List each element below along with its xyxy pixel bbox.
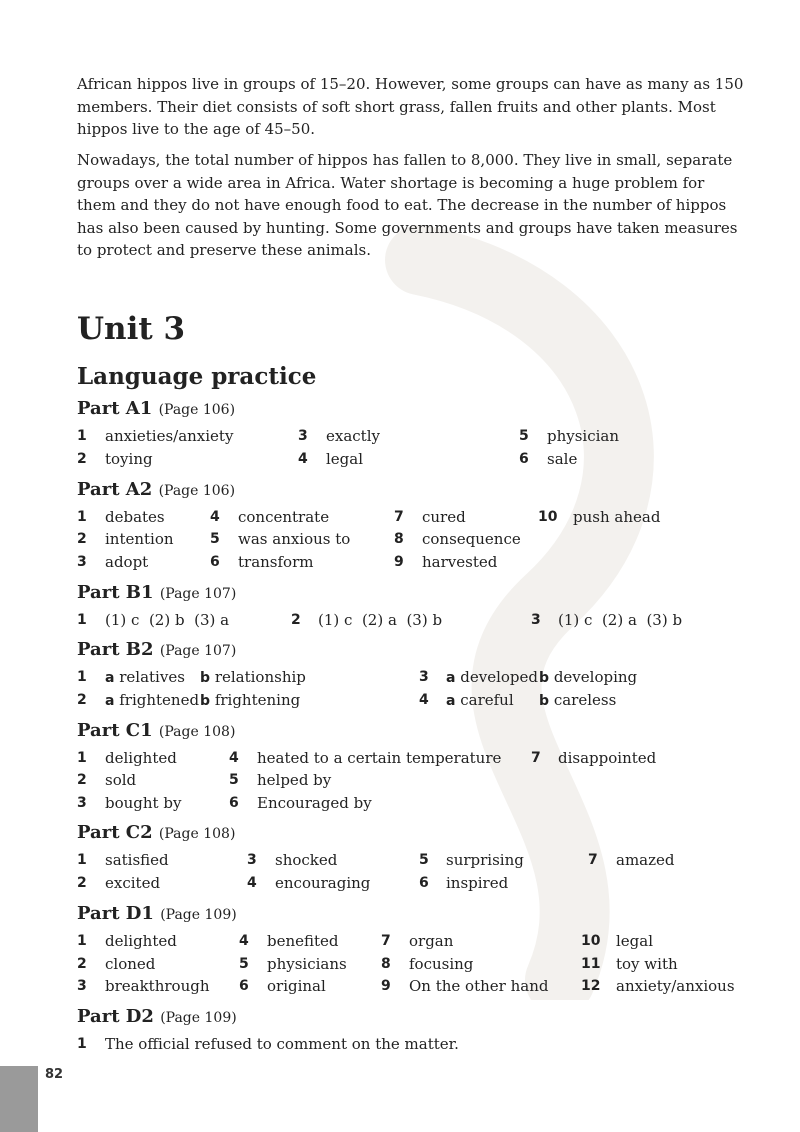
part-title: Part D1 (77, 903, 154, 924)
option-label-b: b (200, 670, 211, 686)
answer-text: amazed (616, 851, 675, 869)
answer-number: 10 (581, 933, 601, 949)
answer-text: focusing (409, 955, 474, 973)
answer-number: 2 (77, 451, 87, 467)
answer-text (105, 690, 199, 711)
answer-number: 2 (77, 875, 87, 891)
answer-text: harvested (422, 553, 498, 571)
part-title: Part B1 (77, 582, 154, 603)
part-a2-heading (77, 478, 235, 503)
answer-text: benefited (267, 932, 339, 950)
option-label-b: b (539, 693, 550, 709)
option-label-a: a (105, 693, 115, 709)
answer-number: 3 (419, 669, 429, 685)
answer-text: helped by (257, 771, 332, 789)
answer-number: 4 (298, 451, 308, 467)
part-b1-heading (77, 581, 236, 606)
answer-text: push ahead (573, 508, 661, 526)
answer-number: 8 (394, 531, 404, 547)
answer-text: sale (547, 450, 578, 468)
option-label-a: a (105, 670, 115, 686)
answer-number: 4 (247, 875, 257, 891)
part-d2-heading (77, 1005, 237, 1030)
page-reference: (Page 108) (158, 724, 236, 740)
answer-number: 1 (77, 852, 87, 868)
answer-text: anxiety/anxious (616, 977, 735, 995)
answer-text: delighted (105, 749, 177, 767)
answer-number: 3 (531, 612, 541, 628)
answer-number: 3 (247, 852, 257, 868)
part-a1-heading (77, 397, 235, 422)
answer-number: 4 (419, 692, 429, 708)
answer-text (539, 690, 616, 711)
answer-number: 4 (239, 933, 249, 949)
answer-number: 3 (77, 795, 87, 811)
option-label-a: a (446, 693, 456, 709)
page-reference: (Page 109) (160, 1010, 237, 1026)
answer-text (105, 667, 185, 688)
page-reference: (Page 106) (158, 402, 236, 418)
answer-number: 7 (531, 750, 541, 766)
answer-text: surprising (446, 851, 524, 869)
page-reference: (Page 108) (158, 826, 236, 842)
answer-text: adopt (105, 553, 149, 571)
answer-text: cloned (105, 955, 156, 973)
answer-number: 5 (210, 531, 220, 547)
answer-text: original (267, 977, 326, 995)
answer-number: 4 (210, 509, 220, 525)
answer-number: 10 (538, 509, 558, 525)
answer-number: 6 (239, 978, 249, 994)
answer-text: Encouraged by (257, 794, 372, 812)
answer-text: heated to a certain temperature (257, 749, 502, 767)
page-reference: (Page 107) (159, 586, 237, 602)
option-b-text: careless (553, 691, 617, 709)
answer-number: 2 (77, 692, 87, 708)
answer-number: 4 (229, 750, 239, 766)
page-reference: (Page 106) (158, 483, 236, 499)
answer-number: 5 (239, 956, 249, 972)
answer-number: 1 (77, 428, 87, 444)
answer-text: toying (105, 450, 153, 468)
answer-number: 6 (419, 875, 429, 891)
answer-text: sold (105, 771, 137, 789)
answer-text: physician (547, 427, 620, 445)
answer-number: 3 (77, 978, 87, 994)
answer-number: 8 (381, 956, 391, 972)
option-a-text: developed (460, 668, 538, 686)
answer-number: 1 (77, 1036, 87, 1052)
page-reference: (Page 107) (159, 643, 237, 659)
option-b-text: relationship (214, 668, 306, 686)
answer-number: 6 (210, 554, 220, 570)
intro-paragraph-2: Nowadays, the total number of hippos has fallen to 8,000. They live in small, separate groups over a wide area in Africa. Water shortage is becoming a huge problem for them and they do not have enough food to eat. The decrease in the number of hippos has also been caused by hunting. Some governments and groups have taken measures to protect and preserve these animals. (77, 151, 738, 259)
answer-text: On the other hand (409, 977, 549, 995)
answer-number: 7 (394, 509, 404, 525)
part-title: Part D2 (77, 1006, 154, 1027)
answer-number: 6 (519, 451, 529, 467)
answer-text: transform (238, 553, 314, 571)
answer-number: 3 (77, 554, 87, 570)
part-title: Part A1 (77, 398, 153, 419)
option-a-text: frightened (119, 691, 200, 709)
answer-number: 1 (77, 612, 87, 628)
answer-number: 1 (77, 750, 87, 766)
option-a-text: relatives (119, 668, 185, 686)
answer-text: (1) c (2) a (3) b (558, 611, 683, 629)
answer-text (446, 667, 538, 688)
answer-text: physicians (267, 955, 347, 973)
answer-text: The official refused to comment on the matter. (105, 1035, 459, 1053)
answer-number: 7 (588, 852, 598, 868)
answer-text: toy with (616, 955, 678, 973)
option-b-text: frightening (214, 691, 301, 709)
answer-number: 5 (419, 852, 429, 868)
option-a-text: careful (460, 691, 514, 709)
option-label-b: b (200, 693, 211, 709)
answer-text: disappointed (558, 749, 657, 767)
answer-text (446, 690, 514, 711)
answer-text: concentrate (238, 508, 330, 526)
answer-text: inspired (446, 874, 509, 892)
answer-text: (1) c (2) a (3) b (318, 611, 443, 629)
page-reference: (Page 109) (160, 907, 237, 923)
answer-number: 3 (298, 428, 308, 444)
answer-number: 1 (77, 509, 87, 525)
answer-text: delighted (105, 932, 177, 950)
part-title: Part B2 (77, 639, 154, 660)
answer-text: anxieties/anxiety (105, 427, 234, 445)
answer-text: shocked (275, 851, 338, 869)
answer-text: exactly (326, 427, 380, 445)
answer-number: 2 (77, 956, 87, 972)
answer-number: 2 (291, 612, 301, 628)
part-d1-heading (77, 902, 237, 927)
answer-text: bought by (105, 794, 182, 812)
answer-number: 1 (77, 669, 87, 685)
answer-number: 9 (394, 554, 404, 570)
part-c1-heading (77, 719, 235, 744)
part-title: Part C1 (77, 720, 153, 741)
page-edge-tab (0, 1066, 38, 1132)
answer-number: 1 (77, 933, 87, 949)
option-b-text: developing (553, 668, 638, 686)
option-label-a: a (446, 670, 456, 686)
answer-number: 12 (581, 978, 601, 994)
answer-text (200, 690, 300, 711)
option-label-b: b (539, 670, 550, 686)
answer-number: 2 (77, 772, 87, 788)
page-number: 82 (45, 1067, 64, 1082)
unit-title: Unit 3 (77, 311, 186, 347)
answer-text: excited (105, 874, 161, 892)
answer-text: debates (105, 508, 165, 526)
answer-text: intention (105, 530, 174, 548)
part-title: Part C2 (77, 822, 153, 843)
answer-number: 7 (381, 933, 391, 949)
intro-paragraph-1: African hippos live in groups of 15–20. However, some groups can have as many as 150 members. Their diet consists of soft short grass, fallen fruits and other plants. Most hippos live to the age of 45–50. (77, 75, 744, 138)
part-title: Part A2 (77, 479, 153, 500)
answer-text: legal (616, 932, 654, 950)
answer-text: (1) c (2) b (3) a (105, 611, 230, 629)
answer-text: was anxious to (238, 530, 351, 548)
answer-text: encouraging (275, 874, 371, 892)
part-c2-heading (77, 821, 235, 846)
section-title: Language practice (77, 363, 317, 390)
answer-number: 6 (229, 795, 239, 811)
answer-text: organ (409, 932, 454, 950)
part-b2-heading (77, 638, 236, 663)
answer-text: consequence (422, 530, 521, 548)
answer-number: 9 (381, 978, 391, 994)
answer-text (200, 667, 306, 688)
answer-text: legal (326, 450, 364, 468)
answer-number: 5 (519, 428, 529, 444)
answer-number: 2 (77, 531, 87, 547)
answer-text (539, 667, 637, 688)
answer-text: cured (422, 508, 466, 526)
answer-text: breakthrough (105, 977, 210, 995)
answer-number: 5 (229, 772, 239, 788)
answer-text: satisfied (105, 851, 169, 869)
answer-number: 11 (581, 956, 601, 972)
